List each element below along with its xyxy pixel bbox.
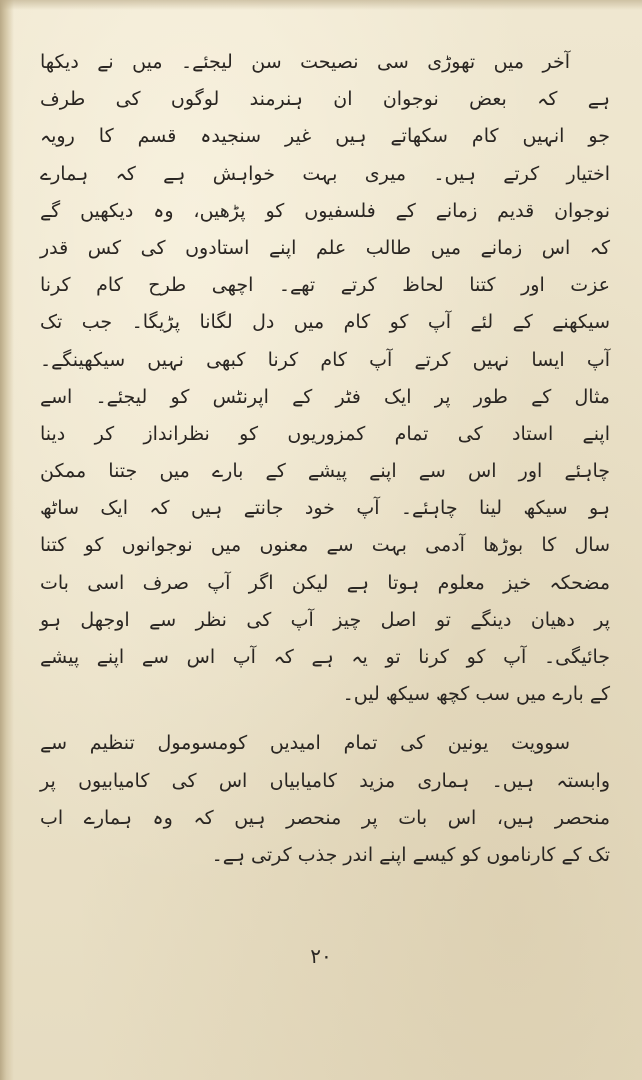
text-line: ہے کہ بعض نوجوان ان ہنرمند لوگوں کی طرف [40, 88, 610, 111]
text-line: سیکھنے کے لئے آپ کو کام میں دل لگانا پڑیگا۔ جب تک [40, 311, 610, 334]
text-line: مثال کے طور پر ایک فٹر کے اپرنٹس کو لیجئے۔ اسے [40, 385, 610, 408]
text-line: وابستہ ہیں۔ ہماری مزید کامیابیاں اس کی کامیابیوں پر [40, 769, 610, 792]
text-line: نوجوان قدیم زمانے کے فلسفیوں کو پڑھیں، وہ دیکھیں گے [40, 199, 610, 222]
text-line: جو انہیں کام سکھاتے ہیں غیر سنجیدہ قسم کا رویہ [40, 125, 610, 148]
text-line: عزت اور کتنا لحاظ کرتے تھے۔ اچھی طرح کام کرنا [40, 274, 610, 297]
paragraph-gap [40, 713, 610, 725]
page-number: ۲۰ [310, 944, 332, 968]
paragraph-1 [40, 44, 610, 713]
text-line: چاہئے اور اس سے اپنے پیشے کے بارے میں جتنا ممکن [40, 460, 610, 483]
text-line: تک کے کارناموں کو کیسے اپنے اندر جذب کرتی ہے۔ [211, 843, 610, 866]
text-line: پر دھیان دینگے تو اصل چیز آپ کی نظر سے اوجھل ہو [40, 608, 610, 631]
text-line: سال کا بوڑھا آدمی بہت سے معنوں میں نوجوانوں کو کتنا [40, 534, 610, 557]
body-text [40, 44, 610, 874]
page-top-edge [0, 0, 642, 10]
paragraph-2 [40, 725, 610, 874]
text-line: ہو سیکھ لینا چاہئے۔ آپ خود جانتے ہیں کہ ایک ساٹھ [40, 497, 610, 520]
text-line: اختیار کرتے ہیں۔ میری بہت خواہش ہے کہ ہمارے [40, 162, 610, 185]
text-line: کے بارے میں سب کچھ سیکھ لیں۔ [342, 683, 610, 706]
text-line: کہ اس زمانے میں طالب علم اپنے استادوں کی کس قدر [40, 236, 610, 259]
text-line: اپنے استاد کی تمام کمزوریوں کو نظرانداز کر دینا [40, 422, 610, 445]
text-line: جائیگی۔ آپ کو کرنا تو یہ ہے کہ آپ اس سے اپنے پیشے [40, 646, 610, 668]
text-line: آپ ایسا نہیں کرتے آپ کام کرنا کبھی نہیں سیکھینگے۔ [40, 348, 610, 371]
text-line: مضحکہ خیز معلوم ہوتا ہے لیکن اگر آپ صرف اسی بات [40, 571, 610, 594]
text-line: آخر میں تھوڑی سی نصیحت سن لیجئے۔ میں نے دیکھا [40, 51, 570, 73]
text-line: سوویت یونین کی تمام امیدیں کومسومول تنظیم سے [40, 732, 570, 755]
text-line: منحصر ہیں، اس بات پر منحصر ہیں کہ وہ ہمارے اب [40, 806, 610, 829]
page-binding-edge [0, 0, 14, 1080]
